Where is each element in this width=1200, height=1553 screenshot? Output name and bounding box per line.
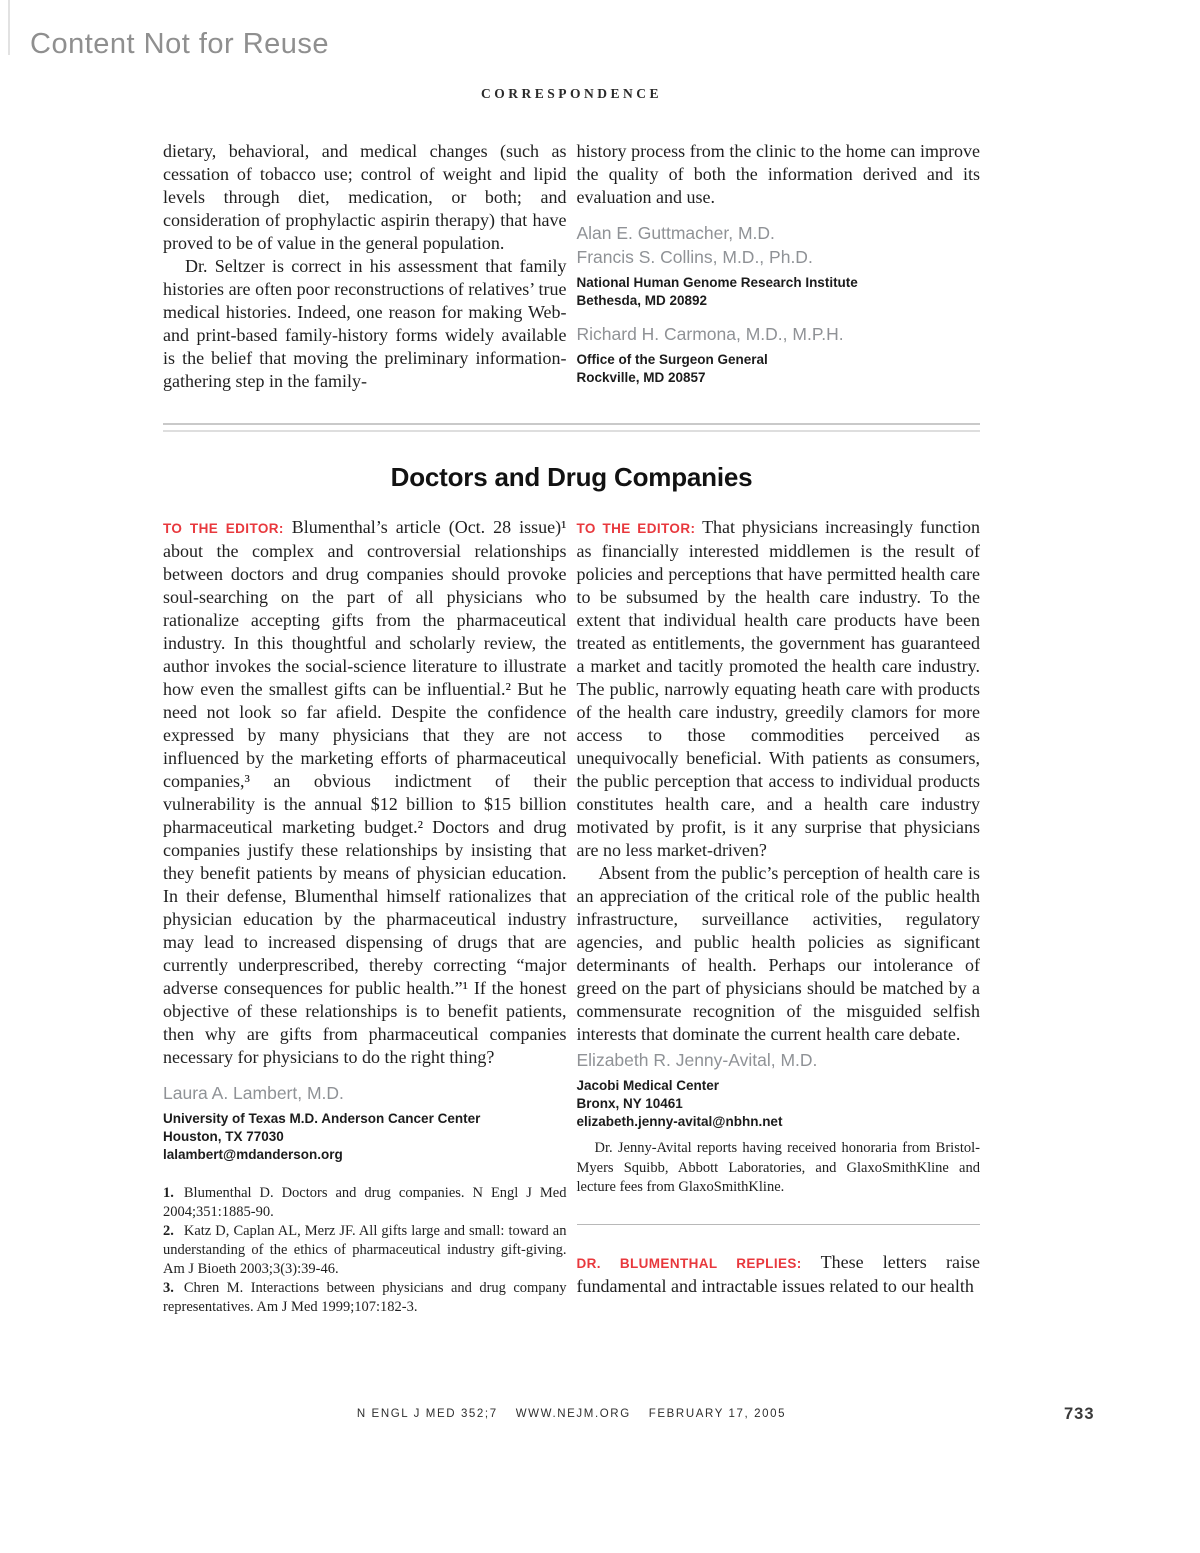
signer-name: Richard H. Carmona, M.D., M.P.H. — [576, 324, 844, 344]
reference-number: 3. — [163, 1280, 174, 1296]
affiliation-line: Houston, TX 77030 — [163, 1129, 284, 1144]
divider-line — [163, 423, 980, 425]
page-number: 733 — [1064, 1405, 1095, 1423]
section-divider — [163, 423, 980, 432]
reply-body — [577, 1251, 981, 1298]
affiliation-line: Bethesda, MD 20892 — [576, 293, 708, 308]
signer-affiliation — [577, 1077, 981, 1131]
scan-edge-mark — [8, 0, 10, 55]
footer-date: FEBRUARY 17, 2005 — [648, 1408, 787, 1420]
letter-b-body — [577, 516, 981, 1046]
divider-line — [163, 430, 980, 432]
letter-a-body — [163, 516, 567, 1069]
to-the-editor-label: TO THE EDITOR: — [163, 521, 284, 536]
paragraph: Dr. Seltzer is correct in his assessment that family histories are often poor reconstructions of relatives’ true medical histories. Indeed, one reason for making Web- and print-based family-history forms widely available is the belief that moving the preliminary information-gathering step in the family- — [163, 256, 567, 391]
first-letter-continuation — [163, 140, 980, 393]
reference-text: Blumenthal D. Doctors and drug companies. N Engl J Med 2004;351:1885-90. — [163, 1185, 567, 1220]
reply-text: These letters raise fundamental and intractable issues related to our health — [576, 1251, 980, 1296]
first-letter-left-column — [163, 140, 567, 393]
signer-name: Laura A. Lambert, M.D. — [163, 1083, 344, 1103]
letter-a-text: Blumenthal’s article (Oct. 28 issue)¹ about the complex and controversial relationships between doctors and drug companies should provoke soul-searching on the part of all physicians who rationalize accepting gifts from the pharmaceutical industry. In this thoughtful and scholarly review, the author invokes the social-science literature to illustrate how even the smallest gifts can be influential.² But he need not look so far afield. Despite the confidence expressed by many physicians that they are not influenced by the marketing efforts of pharmaceutical companies,³ an obvious indictment of their vulnerability is the annual $12 billion to $15 billion pharmaceutical marketing budget.² Doctors and drug companies justify these relationships by insisting that they benefit patients by means of physician education. In their defense, Blumenthal himself rationalizes that physician education by the pharmaceutical industry may lead to increased dispensing of drugs that are currently underprescribed, thereby correcting “major adverse consequences for public health.”¹ If the honest objective of these relationships is to benefit patients, then why are gifts from pharmaceutical companies necessary for physicians to do the right thing? — [163, 517, 567, 1067]
reference-text: Katz D, Caplan AL, Merz JF. All gifts large and small: toward an understanding of the ethics of pharmaceutical industry gift-giving. Am J Bioeth 2003;3(3):39-46. — [163, 1223, 567, 1277]
paragraph — [163, 516, 567, 1069]
affiliation-line: Bronx, NY 10461 — [576, 1096, 683, 1111]
watermark-text: Content Not for Reuse — [30, 28, 330, 60]
running-head: CORRESPONDENCE — [480, 86, 662, 101]
footer-journal-line — [163, 1408, 980, 1420]
reference-text: Chren M. Interactions between physicians and drug company representatives. Am J Med 1999;107:182-3. — [163, 1280, 567, 1315]
section-title: Doctors and Drug Companies — [390, 462, 753, 492]
signature-name — [577, 322, 981, 346]
affiliation-line: Office of the Surgeon General — [576, 352, 768, 367]
affiliation-line: University of Texas M.D. Anderson Cancer Center — [163, 1111, 481, 1126]
paragraph: history process from the clinic to the home can improve the quality of both the information derived and its evaluation and use. — [576, 141, 980, 207]
letter-b-column — [577, 516, 981, 1317]
signer-name: Alan E. Guttmacher, M.D. — [576, 223, 775, 243]
letter-b-text: That physicians increasingly function as financially interested middlemen is the result of policies and perceptions that have permitted health care to be subsumed by the health care industry. To the extent that individual health care products have been treated as entitlements, the government has guaranteed a market and tacitly promoted the health care industry. The public, narrowly equating heath care with products of the health care industry, greedily clamors for more access to those commodities perceived as unequivocally beneficial. With patients as consumers, the public perception that access to individual products constitutes health care, and a health care industry motivated by profit, is it any surprise that physicians are no less market-driven? — [576, 517, 981, 860]
affiliation-line: Rockville, MD 20857 — [576, 370, 706, 385]
signer-name: Elizabeth R. Jenny-Avital, M.D. — [576, 1050, 818, 1070]
dr-blumenthal-replies-label: DR. BLUMENTHAL REPLIES: — [576, 1255, 802, 1271]
paragraph: Absent from the public’s perception of health care is an appreciation of the critical role of the public health infrastructure, surveillance activities, regulatory agencies, and public health policies as significant determinants of health. Perhaps our intolerance of greed on the part of physicians should be matched by a commensurate recognition of the misguided selfish interests that dominate the current health care debate. — [576, 863, 980, 1044]
email-address: lalambert@mdanderson.org — [163, 1147, 343, 1162]
signer-affiliation — [577, 351, 981, 387]
reference-number: 2. — [163, 1223, 174, 1239]
reference-item — [163, 1184, 567, 1222]
signature-name — [577, 221, 981, 269]
disclosure-note: Dr. Jenny-Avital reports having received honoraria from Bristol-Myers Squibb, Abbott Laboratories, and GlaxoSmithKline and lecture fees from GlaxoSmithKline. — [576, 1140, 980, 1195]
footer-journal: N ENGL J MED 352;7 — [356, 1408, 498, 1420]
email-address: elizabeth.jenny-avital@nbhn.net — [576, 1114, 783, 1129]
signer-affiliation — [577, 274, 981, 310]
reference-list — [163, 1184, 567, 1317]
reply-divider-line — [577, 1224, 981, 1225]
affiliation-line: Jacobi Medical Center — [576, 1078, 720, 1093]
paragraph — [577, 1251, 981, 1298]
signature-name — [163, 1081, 567, 1105]
signature-name — [577, 1048, 981, 1072]
paragraph — [577, 516, 981, 862]
reference-number: 1. — [163, 1185, 174, 1201]
reference-item — [163, 1222, 567, 1279]
footer-site: WWW.NEJM.ORG — [515, 1408, 631, 1420]
to-the-editor-label: TO THE EDITOR: — [576, 521, 696, 536]
first-letter-right-column — [577, 140, 981, 393]
affiliation-line: National Human Genome Research Institute — [576, 275, 858, 290]
letters-grid — [163, 516, 980, 1317]
letter-a-column — [163, 516, 567, 1317]
paragraph: dietary, behavioral, and medical changes (such as cessation of tobacco use; control of weight and lipid levels through diet, medication, or both; and consideration of prophylactic aspirin therapy) that have proved to be of value in the general population. — [163, 141, 567, 253]
reference-item — [163, 1279, 567, 1317]
signer-affiliation — [163, 1110, 567, 1164]
signer-name: Francis S. Collins, M.D., Ph.D. — [576, 247, 813, 267]
